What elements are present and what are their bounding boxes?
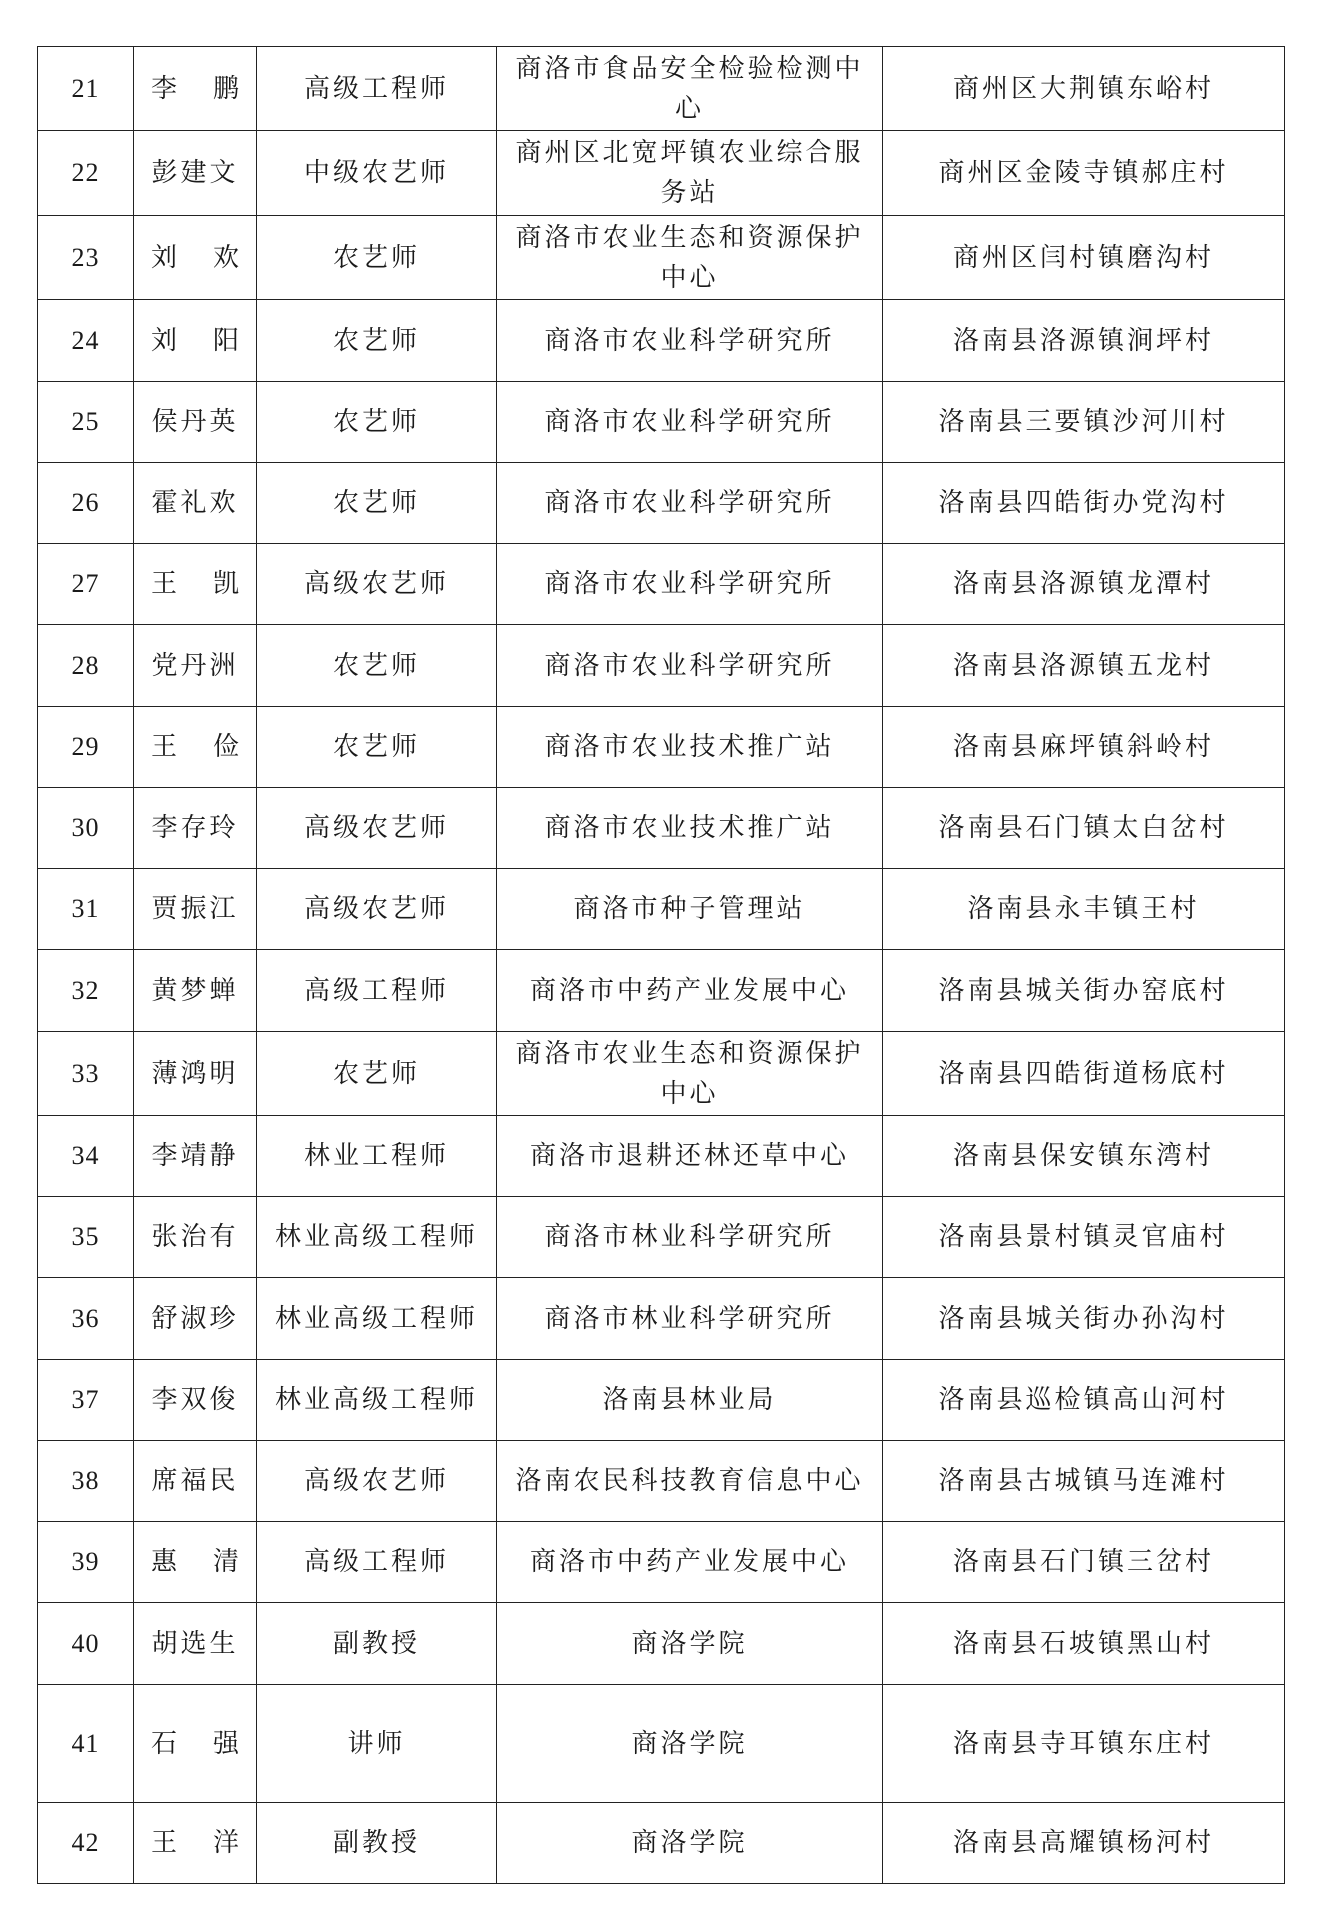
person-name-text: 王 凯 (151, 569, 239, 599)
assigned-village: 洛南县洛源镇五龙村 (883, 625, 1285, 707)
job-title: 高级工程师 (257, 950, 497, 1032)
assigned-village: 洛南县三要镇沙河川村 (883, 382, 1285, 463)
row-number: 22 (38, 131, 134, 216)
person-name (134, 1522, 257, 1603)
table-row (38, 1685, 1285, 1803)
assigned-village: 商州区闫村镇磨沟村 (883, 216, 1285, 300)
table-row (38, 1197, 1285, 1278)
person-name-text: 刘 欢 (151, 242, 239, 273)
person-name-text: 薄鸿明 (151, 1058, 239, 1089)
job-title: 高级农艺师 (257, 788, 497, 869)
person-name (134, 869, 257, 950)
work-unit: 商洛市中药产业发展中心 (497, 950, 883, 1032)
job-title: 高级农艺师 (257, 1441, 497, 1522)
table-row (38, 1522, 1285, 1603)
person-name (134, 544, 257, 625)
assigned-village: 洛南县洛源镇涧坪村 (883, 300, 1285, 382)
assigned-village: 商州区大荆镇东峪村 (883, 47, 1285, 131)
table-row (38, 1360, 1285, 1441)
assigned-village: 商州区金陵寺镇郝庄村 (883, 131, 1285, 216)
person-name (134, 707, 257, 788)
work-unit: 商洛市农业生态和资源保护中心 (497, 1032, 883, 1116)
row-number: 41 (38, 1685, 134, 1803)
row-number: 31 (38, 869, 134, 950)
person-name-text: 贾振江 (151, 894, 239, 924)
job-title: 林业高级工程师 (257, 1197, 497, 1278)
assigned-village: 洛南县巡检镇高山河村 (883, 1360, 1285, 1441)
person-name (134, 1116, 257, 1197)
job-title: 农艺师 (257, 707, 497, 788)
person-name-text: 舒淑珍 (151, 1303, 239, 1334)
table-row (38, 47, 1285, 131)
job-title: 林业高级工程师 (257, 1278, 497, 1360)
assigned-village: 洛南县景村镇灵官庙村 (883, 1197, 1285, 1278)
table-row (38, 1803, 1285, 1884)
person-name (134, 1603, 257, 1685)
person-name-text: 李靖静 (151, 1141, 239, 1171)
person-name (134, 216, 257, 300)
job-title: 高级农艺师 (257, 544, 497, 625)
assigned-village: 洛南县石门镇三岔村 (883, 1522, 1285, 1603)
person-name-text: 李存玲 (151, 813, 239, 843)
person-name-text: 王 俭 (151, 732, 239, 762)
assigned-village: 洛南县高耀镇杨河村 (883, 1803, 1285, 1884)
assigned-village: 洛南县寺耳镇东庄村 (883, 1685, 1285, 1803)
job-title: 农艺师 (257, 625, 497, 707)
table-row (38, 1603, 1285, 1685)
job-title: 农艺师 (257, 1032, 497, 1116)
assigned-village: 洛南县古城镇马连滩村 (883, 1441, 1285, 1522)
assigned-village: 洛南县城关街办窑底村 (883, 950, 1285, 1032)
table-row (38, 216, 1285, 300)
person-name-text: 党丹洲 (151, 650, 239, 681)
work-unit: 商洛市农业技术推广站 (497, 788, 883, 869)
work-unit: 商洛市农业科学研究所 (497, 625, 883, 707)
work-unit: 商洛市农业科学研究所 (497, 382, 883, 463)
job-title: 讲师 (257, 1685, 497, 1803)
job-title: 农艺师 (257, 382, 497, 463)
assigned-village: 洛南县麻坪镇斜岭村 (883, 707, 1285, 788)
row-number: 25 (38, 382, 134, 463)
person-name-text: 李 鹏 (151, 73, 239, 104)
table-row (38, 463, 1285, 544)
person-name-text: 彭建文 (151, 158, 239, 188)
work-unit: 商洛学院 (497, 1803, 883, 1884)
work-unit: 商洛市林业科学研究所 (497, 1197, 883, 1278)
work-unit: 洛南农民科技教育信息中心 (497, 1441, 883, 1522)
work-unit: 商洛市种子管理站 (497, 869, 883, 950)
table-row (38, 1441, 1285, 1522)
person-name (134, 1441, 257, 1522)
work-unit: 商洛市农业科学研究所 (497, 544, 883, 625)
person-name (134, 1803, 257, 1884)
row-number: 35 (38, 1197, 134, 1278)
work-unit: 商洛市林业科学研究所 (497, 1278, 883, 1360)
work-unit: 商洛市农业技术推广站 (497, 707, 883, 788)
person-name (134, 1278, 257, 1360)
row-number: 26 (38, 463, 134, 544)
person-name (134, 300, 257, 382)
job-title: 农艺师 (257, 216, 497, 300)
assigned-village: 洛南县城关街办孙沟村 (883, 1278, 1285, 1360)
roster-body (38, 47, 1285, 1884)
assigned-village: 洛南县洛源镇龙潭村 (883, 544, 1285, 625)
person-name (134, 382, 257, 463)
person-name-text: 刘 阳 (151, 325, 239, 356)
row-number: 28 (38, 625, 134, 707)
person-name-text: 侯丹英 (151, 407, 239, 437)
person-name-text: 黄梦蝉 (151, 975, 239, 1006)
work-unit: 商洛市退耕还林还草中心 (497, 1116, 883, 1197)
row-number: 36 (38, 1278, 134, 1360)
table-row (38, 382, 1285, 463)
row-number: 42 (38, 1803, 134, 1884)
assigned-village: 洛南县四皓街道杨底村 (883, 1032, 1285, 1116)
person-name (134, 625, 257, 707)
table-row (38, 1278, 1285, 1360)
row-number: 23 (38, 216, 134, 300)
table-row (38, 300, 1285, 382)
person-name (134, 463, 257, 544)
person-name-text: 胡选生 (151, 1628, 239, 1659)
roster-table (37, 46, 1285, 1884)
person-name-text: 王 洋 (151, 1828, 239, 1858)
person-name-text: 惠 清 (151, 1547, 239, 1577)
table-row (38, 1032, 1285, 1116)
table-row (38, 788, 1285, 869)
person-name (134, 950, 257, 1032)
row-number: 27 (38, 544, 134, 625)
job-title: 农艺师 (257, 300, 497, 382)
person-name-text: 霍礼欢 (151, 488, 239, 518)
person-name (134, 47, 257, 131)
work-unit: 商州区北宽坪镇农业综合服务站 (497, 131, 883, 216)
row-number: 33 (38, 1032, 134, 1116)
person-name (134, 1360, 257, 1441)
work-unit: 洛南县林业局 (497, 1360, 883, 1441)
person-name-text: 石 强 (151, 1728, 239, 1759)
job-title: 林业高级工程师 (257, 1360, 497, 1441)
person-name (134, 1032, 257, 1116)
job-title: 副教授 (257, 1803, 497, 1884)
table-row (38, 131, 1285, 216)
work-unit: 商洛市农业科学研究所 (497, 463, 883, 544)
assigned-village: 洛南县保安镇东湾村 (883, 1116, 1285, 1197)
job-title: 高级工程师 (257, 1522, 497, 1603)
table-row (38, 950, 1285, 1032)
person-name (134, 131, 257, 216)
row-number: 34 (38, 1116, 134, 1197)
table-row (38, 869, 1285, 950)
row-number: 40 (38, 1603, 134, 1685)
assigned-village: 洛南县四皓街办党沟村 (883, 463, 1285, 544)
row-number: 38 (38, 1441, 134, 1522)
work-unit: 商洛学院 (497, 1685, 883, 1803)
work-unit: 商洛市食品安全检验检测中心 (497, 47, 883, 131)
row-number: 29 (38, 707, 134, 788)
person-name-text: 李双俊 (151, 1385, 239, 1415)
job-title: 林业工程师 (257, 1116, 497, 1197)
table-row (38, 625, 1285, 707)
table-row (38, 707, 1285, 788)
row-number: 37 (38, 1360, 134, 1441)
table-row (38, 544, 1285, 625)
work-unit: 商洛市农业科学研究所 (497, 300, 883, 382)
person-name-text: 张治有 (151, 1222, 239, 1252)
assigned-village: 洛南县石坡镇黑山村 (883, 1603, 1285, 1685)
assigned-village: 洛南县永丰镇王村 (883, 869, 1285, 950)
person-name-text: 席福民 (151, 1466, 239, 1496)
person-name (134, 788, 257, 869)
person-name (134, 1197, 257, 1278)
job-title: 中级农艺师 (257, 131, 497, 216)
job-title: 高级工程师 (257, 47, 497, 131)
work-unit: 商洛学院 (497, 1603, 883, 1685)
person-name (134, 1685, 257, 1803)
row-number: 30 (38, 788, 134, 869)
job-title: 副教授 (257, 1603, 497, 1685)
table-row (38, 1116, 1285, 1197)
assigned-village: 洛南县石门镇太白岔村 (883, 788, 1285, 869)
row-number: 24 (38, 300, 134, 382)
job-title: 高级农艺师 (257, 869, 497, 950)
work-unit: 商洛市中药产业发展中心 (497, 1522, 883, 1603)
row-number: 32 (38, 950, 134, 1032)
row-number: 21 (38, 47, 134, 131)
work-unit: 商洛市农业生态和资源保护中心 (497, 216, 883, 300)
row-number: 39 (38, 1522, 134, 1603)
job-title: 农艺师 (257, 463, 497, 544)
